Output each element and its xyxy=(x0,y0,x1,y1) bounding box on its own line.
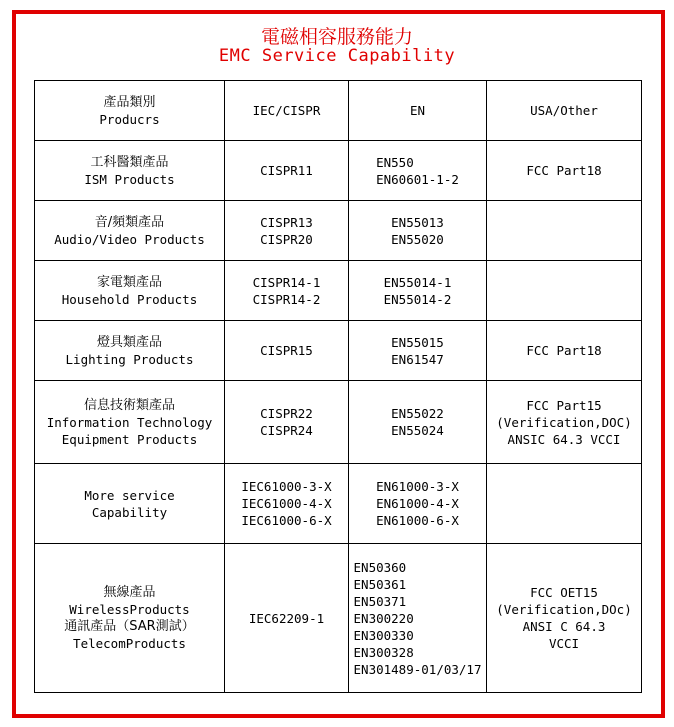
table-row xyxy=(35,201,642,261)
table-row xyxy=(35,321,642,381)
table-row xyxy=(35,141,642,201)
iec-cell: CISPR14-1 CISPR14-2 xyxy=(225,261,349,321)
iec-cell: IEC62209-1 xyxy=(225,544,349,693)
en-cell: EN550 EN60601-1-2 xyxy=(349,141,487,201)
header-category: 產品類別 Producrs xyxy=(35,81,225,141)
table-row xyxy=(35,544,642,693)
usa-cell xyxy=(487,261,642,321)
en-cell: EN55014-1 EN55014-2 xyxy=(349,261,487,321)
title-chinese: 電磁相容服務能力 xyxy=(260,26,413,48)
iec-cell: CISPR22 CISPR24 xyxy=(225,381,349,464)
category-cell: More service Capability xyxy=(35,464,225,544)
en-cell: EN50360 EN50361 EN50371 EN300220 EN300330 EN300328 EN301489-01/03/17 xyxy=(349,544,487,693)
usa-cell: FCC Part18 xyxy=(487,321,642,381)
header-usa-other: USA/Other xyxy=(487,81,642,141)
table-row xyxy=(35,261,642,321)
usa-cell: FCC OET15 (Verification,DOc) ANSI C 64.3 VCCI xyxy=(487,544,642,693)
category-cell: 家電類產品 Household Products xyxy=(35,261,225,321)
usa-cell xyxy=(487,201,642,261)
en-cell: EN61000-3-X EN61000-4-X EN61000-6-X xyxy=(349,464,487,544)
usa-cell: FCC Part18 xyxy=(487,141,642,201)
en-cell: EN55022 EN55024 xyxy=(349,381,487,464)
table-row xyxy=(35,381,642,464)
iec-cell: CISPR11 xyxy=(225,141,349,201)
en-cell: EN55013 EN55020 xyxy=(349,201,487,261)
iec-cell: IEC61000-3-X IEC61000-4-X IEC61000-6-X xyxy=(225,464,349,544)
table-row xyxy=(35,464,642,544)
category-cell: 燈具類產品 Lighting Products xyxy=(35,321,225,381)
category-cell: 無線產品 WirelessProducts 通訊產品（SAR測試） TelecomProducts xyxy=(35,544,225,693)
category-cell: 工科醫類產品 ISM Products xyxy=(35,141,225,201)
header-iec-cispr: IEC/CISPR xyxy=(225,81,349,141)
usa-cell: FCC Part15 (Verification,DOC) ANSIC 64.3 VCCI xyxy=(487,381,642,464)
iec-cell: CISPR15 xyxy=(225,321,349,381)
category-cell: 信息技術類產品 Information Technology Equipment Products xyxy=(35,381,225,464)
table-header-row xyxy=(35,81,642,141)
title-english: EMC Service Capability xyxy=(218,46,456,66)
emc-capability-table xyxy=(34,80,642,693)
iec-cell: CISPR13 CISPR20 xyxy=(225,201,349,261)
header-en: EN xyxy=(349,81,487,141)
en-cell: EN55015 EN61547 xyxy=(349,321,487,381)
category-cell: 音/頻類產品 Audio/Video Products xyxy=(35,201,225,261)
usa-cell xyxy=(487,464,642,544)
